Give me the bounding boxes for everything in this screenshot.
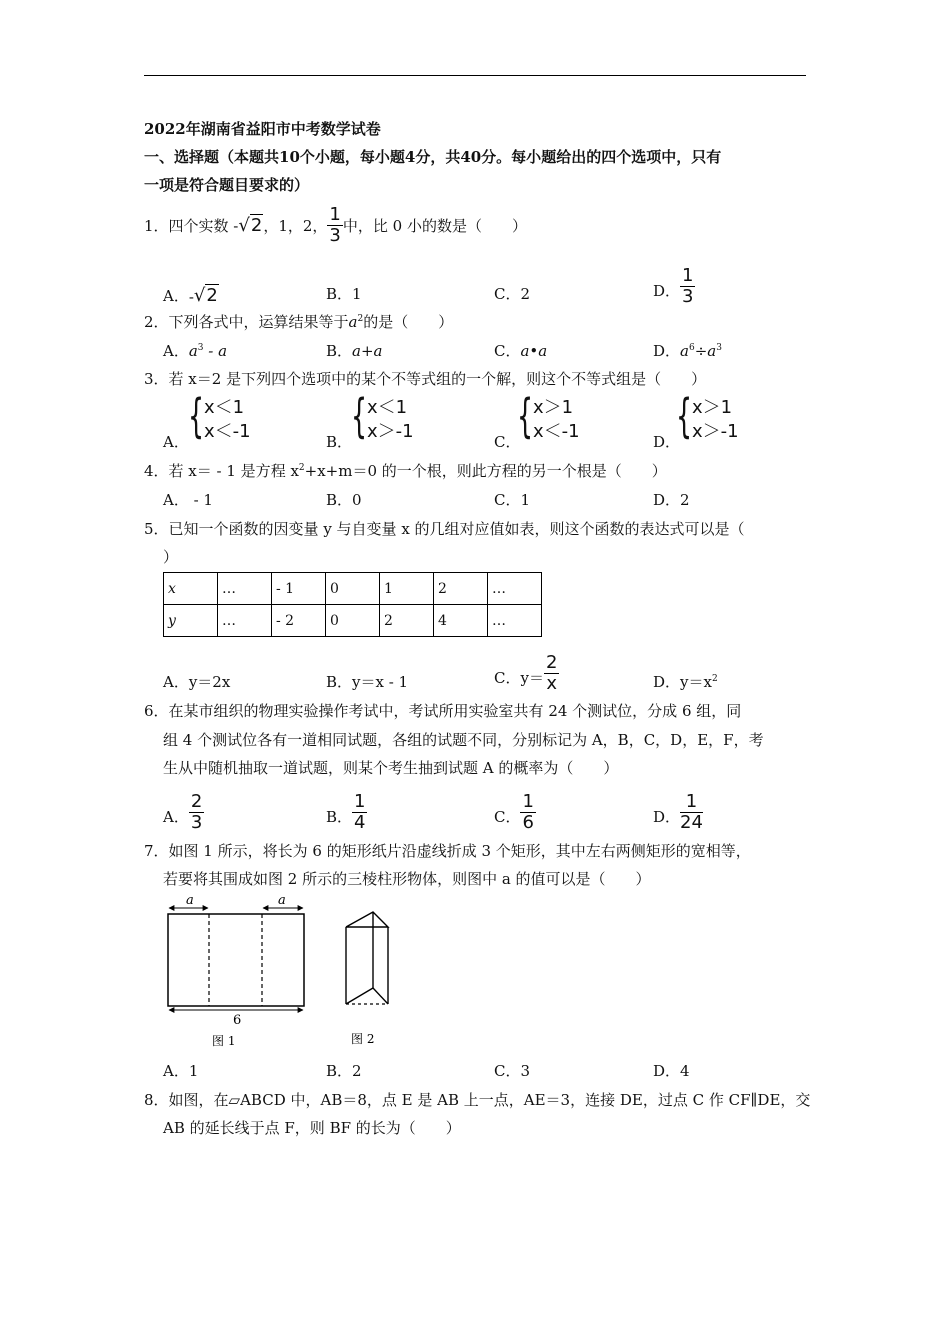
question-2 [144, 311, 453, 332]
section-heading-line1: 一、选择题（本题共10个小题，每小题4分，共40分。每小题给出的四个选项中，只有 [144, 148, 722, 166]
table-cell: … [218, 605, 272, 637]
q1-d-fraction [680, 267, 695, 306]
fig1-label-length: 6 [233, 1013, 242, 1028]
q6-d-label: D． [653, 808, 681, 826]
q1-a-sqrt: √2 [193, 285, 218, 306]
q2-a-label: A． [163, 342, 189, 360]
question-5-line2: ） [163, 548, 179, 566]
q2-d-base1: a [680, 342, 689, 360]
q6-c-label: C． [494, 808, 521, 826]
q3-b-line1: x＜1 [367, 397, 408, 418]
q4-text-b: +x+m＝0 的一个根，则此方程的另一个根是（ ） [304, 462, 667, 480]
table-cell: … [488, 605, 542, 637]
q1-suffix: 中，比 0 小的数是（ ） [342, 216, 527, 235]
q1-frac-den: 3 [329, 224, 341, 246]
q2-c-expr: a•a [520, 342, 548, 360]
q6-option-b [326, 784, 367, 833]
q3-d-line1: x＞1 [692, 397, 733, 418]
q1-a-label: A． [163, 287, 189, 305]
q2-option-b [326, 340, 383, 361]
q3-b-line2: x＞-1 [367, 421, 414, 442]
q4-option-d: D．2 [653, 491, 690, 509]
q2-var: a [348, 313, 358, 331]
q5-option-c [494, 645, 559, 694]
q2-b-label: B． [326, 342, 353, 360]
q2-a-base: a [188, 342, 198, 360]
question-7-line2: 若要将其围成如图 2 所示的三棱柱形物体，则图中 a 的值可以是（ ） [163, 870, 651, 888]
table-cell: 4 [434, 605, 488, 637]
fig2-caption: 图 2 [351, 1032, 375, 1046]
table-cell: - 2 [272, 605, 326, 637]
question-7-line1: 7．如图 1 所示，将长为 6 的矩形纸片沿虚线折成 3 个矩形，其中左右两侧矩形的宽相等， [144, 842, 751, 860]
q1-option-a [163, 276, 219, 306]
q1-d-num: 1 [682, 265, 694, 286]
question-4 [144, 460, 667, 481]
question-3: 3．若 x＝2 是下列四个选项中的某个不等式组的一个解，则这个不等式组是（ ） [144, 370, 707, 388]
q6-a-fraction [189, 793, 204, 832]
q2-option-d [653, 340, 722, 361]
q4-option-c: C．1 [494, 491, 531, 509]
q2-c-label: C． [494, 342, 521, 360]
q2-d-base2: a [707, 342, 717, 360]
q5-c-label: C．y＝ [494, 669, 544, 687]
fig1-label-a-left: a [186, 893, 194, 908]
question-8-line2: AB 的延长线于点 F，则 BF 的长为（ ） [163, 1119, 461, 1137]
question-6-line1: 6．在某市组织的物理实验操作考试中，考试所用实验室共有 24 个测试位，分成 6 组，同 [144, 702, 742, 720]
q7-option-d: D．4 [653, 1062, 690, 1080]
q4-text-a: 4．若 x＝ - 1 是方程 x [144, 462, 299, 480]
q5-option-d [653, 671, 718, 692]
q3-a-brace: { [188, 389, 205, 443]
q5-c-fraction [544, 654, 559, 693]
q2-exp: 2 [357, 314, 364, 324]
q6-a-num: 2 [190, 791, 203, 812]
q3-d-label: D． [653, 433, 681, 451]
q4-exp: 2 [298, 463, 305, 473]
q7-option-c: C．3 [494, 1062, 531, 1080]
q5-c-num: 2 [545, 652, 558, 673]
q3-c-brace: { [517, 389, 534, 443]
q7-option-a: A．1 [163, 1062, 199, 1080]
table-cell: y [164, 605, 218, 637]
table-cell: x [164, 573, 218, 605]
q2-a-rest: - a [203, 342, 228, 360]
q3-d-system [692, 396, 739, 444]
table-cell: 0 [326, 605, 380, 637]
q6-a-label: A． [163, 808, 189, 826]
q3-a-line2: x＜-1 [204, 421, 251, 442]
q2-option-c [494, 340, 547, 361]
q2-b-expr: a+a [352, 342, 383, 360]
fig2-top-face [346, 912, 388, 927]
table-row [164, 573, 542, 605]
q6-d-den: 24 [680, 812, 703, 833]
q5-c-den: x [546, 673, 557, 694]
q2-a-exp: 3 [197, 343, 204, 353]
q1-frac-num: 1 [329, 203, 341, 225]
q4-option-a: A． - 1 [163, 491, 213, 509]
q6-b-fraction [352, 793, 367, 832]
q3-c-line1: x＞1 [533, 397, 574, 418]
q5-option-b: B．y＝x - 1 [326, 673, 409, 691]
q2-d-op: ÷ [694, 342, 708, 360]
question-5-line1: 5．已知一个函数的因变量 y 与自变量 x 的几组对应值如表，则这个函数的表达式可以是（ [144, 520, 745, 538]
q3-c-system [533, 396, 580, 444]
figure-2 [338, 900, 398, 1050]
q1-option-d [653, 258, 695, 307]
q1-a-sign: - [188, 288, 194, 306]
q2-d-exp1: 6 [688, 343, 695, 353]
page-title: 2022年湖南省益阳市中考数学试卷 [144, 120, 381, 138]
q2-text-a: 2．下列各式中，运算结果等于 [144, 313, 349, 331]
q6-c-den: 6 [522, 812, 534, 833]
q1-d-label: D． [653, 282, 681, 300]
q3-b-system [367, 396, 414, 444]
q6-b-den: 4 [354, 812, 366, 833]
q6-b-label: B． [326, 808, 353, 826]
q1-fraction [327, 203, 342, 246]
table-cell: - 1 [272, 573, 326, 605]
fig1-rectangle [168, 914, 304, 1006]
q1-a-radicand: 2 [206, 285, 218, 306]
q2-d-label: D． [653, 342, 681, 360]
q3-b-label: B． [326, 433, 353, 451]
q6-option-a [163, 784, 204, 833]
q6-b-num: 1 [354, 791, 366, 812]
fig2-bottom-left [346, 988, 373, 1004]
header-rule [144, 75, 806, 76]
q1-option-c: C．2 [494, 285, 531, 303]
q3-d-brace: { [676, 389, 693, 443]
question-6-line2: 组 4 个测试位各有一道相同试题，各组的试题不同，分别标记为 A，B，C，D，E，F，考 [163, 731, 764, 749]
table-cell: 2 [434, 573, 488, 605]
q6-c-fraction [520, 793, 535, 832]
q5-option-a: A．y＝2x [163, 673, 231, 691]
q6-d-num: 1 [680, 793, 703, 813]
question-1 [144, 200, 527, 250]
figure-1 [160, 890, 320, 1050]
q2-d-exp2: 3 [716, 343, 722, 353]
q6-c-num: 1 [522, 791, 534, 812]
q2-text-b: 的是（ ） [363, 313, 454, 331]
question-6-line3: 生从中随机抽取一道试题，则某个考生抽到试题 A 的概率为（ ） [163, 759, 619, 777]
q1-mid: ，1，2， [263, 216, 328, 235]
q7-option-b: B．2 [326, 1062, 362, 1080]
section-heading-line2: 一项是符合题目要求的） [144, 176, 310, 194]
q5-d-label: D．y＝x [653, 673, 712, 691]
q3-c-line2: x＜-1 [533, 421, 580, 442]
q1-sqrt: √2 [238, 214, 263, 236]
q1-prefix: 1．四个实数 - [144, 216, 239, 235]
q6-option-c [494, 784, 536, 833]
q3-d-line2: x＞-1 [692, 421, 739, 442]
q6-option-d [653, 784, 703, 833]
table-cell: … [488, 573, 542, 605]
table-row [164, 605, 542, 637]
table-cell: 1 [380, 573, 434, 605]
question-8-line1: 8．如图，在▱ABCD 中，AB＝8，点 E 是 AB 上一点，AE＝3，连接 DE，过点 C 作 CF∥DE，交 [144, 1091, 811, 1109]
q2-option-a [163, 340, 227, 361]
q4-option-b: B．0 [326, 491, 362, 509]
table-cell: … [218, 573, 272, 605]
q6-a-den: 3 [190, 812, 203, 833]
q3-b-brace: { [351, 389, 368, 443]
table-cell: 0 [326, 573, 380, 605]
q3-a-label: A． [163, 433, 189, 451]
q5-d-exp: 2 [711, 674, 718, 684]
q1-option-b: B．1 [326, 285, 362, 303]
q3-c-label: C． [494, 433, 521, 451]
q1-d-den: 3 [682, 286, 694, 307]
fig1-label-a-right: a [278, 893, 286, 908]
table-cell: 2 [380, 605, 434, 637]
q3-a-line1: x＜1 [204, 397, 245, 418]
q1-sqrt-radicand: 2 [250, 214, 263, 236]
q6-d-fraction [680, 793, 703, 832]
fig2-bottom-right [373, 988, 388, 1004]
q3-a-system [204, 396, 251, 444]
fig1-caption: 图 1 [212, 1034, 236, 1048]
value-table [163, 572, 542, 637]
